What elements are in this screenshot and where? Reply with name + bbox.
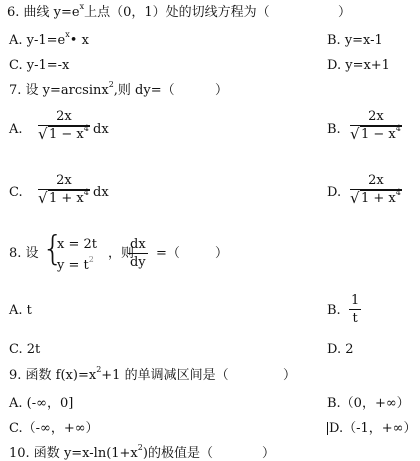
q6-stem: 6. 曲线 $y=e^x$上点（0，1）处的切线方程为（	[7, 2, 270, 20]
q8-equation-x: x = 2t	[57, 237, 97, 252]
q7-option-a-fraction: 2x √ $1 - x^4$	[38, 109, 89, 143]
q6-option-c: C. y-1=-x	[9, 58, 70, 73]
q9-option-b: B.（0，+∞）	[327, 396, 410, 411]
q7-paren-close: ）	[215, 83, 229, 98]
q7-option-b-label: B.	[327, 122, 341, 137]
q10-stem: 10. 函数 $y=x-\ln(1+x^2)$的极值是（	[9, 443, 213, 461]
q8-paren-close: ）	[215, 246, 229, 261]
q6-option-b: B. y=x-1	[327, 33, 383, 48]
q8-option-c: C. 2t	[9, 342, 41, 357]
q9-option-d: D.（-1，+∞）	[329, 421, 417, 436]
q9-stem: 9. 函数 $f(x)=x^2+1$ 的单调减区间是（	[9, 365, 229, 383]
q8-equation-y: $y = t^2$	[57, 255, 94, 273]
q8-option-b-label: B.	[327, 303, 341, 318]
q7-option-d-fraction: 2x √ $1 + x^4$	[350, 173, 401, 207]
q7-option-c-label: C.	[9, 185, 23, 200]
q9-paren-close: ）	[283, 368, 297, 383]
q8-option-a: A. t	[9, 303, 32, 318]
q6-paren-close: ）	[338, 5, 352, 20]
q8-tail: =（	[156, 246, 180, 261]
q8-option-b-fraction: 1 t	[351, 293, 360, 326]
q7-option-a-label: A.	[9, 122, 23, 137]
q8-mid-text: ，则	[108, 246, 135, 261]
q8-brace: {	[42, 229, 64, 269]
q8-stem: 8. 设	[9, 246, 39, 261]
q8-derivative-fraction: dx dy	[129, 237, 146, 270]
q8-option-d: D. 2	[327, 342, 354, 357]
q7-option-c-dx: dx	[93, 185, 109, 200]
text-cursor	[327, 422, 328, 435]
q7-option-a-dx: dx	[93, 122, 109, 137]
q7-option-c-fraction: 2x √ $1 + x^4$	[38, 173, 89, 207]
q7-option-d-label: D.	[327, 185, 342, 200]
q6-option-d: D. y=x+1	[327, 58, 390, 73]
q9-option-c: C.（-∞，+∞）	[9, 421, 99, 436]
q10-paren-close: ）	[262, 446, 276, 461]
q9-option-a: A. (-∞，0]	[9, 396, 74, 411]
q6-option-a: A. $y-1=e^x•$ x	[9, 30, 89, 48]
q7-option-b-fraction: 2x √ $1 - x^4$	[350, 109, 401, 143]
q7-stem: 7. 设 y=arcsinx$^2$,则 dy=（	[9, 80, 175, 98]
